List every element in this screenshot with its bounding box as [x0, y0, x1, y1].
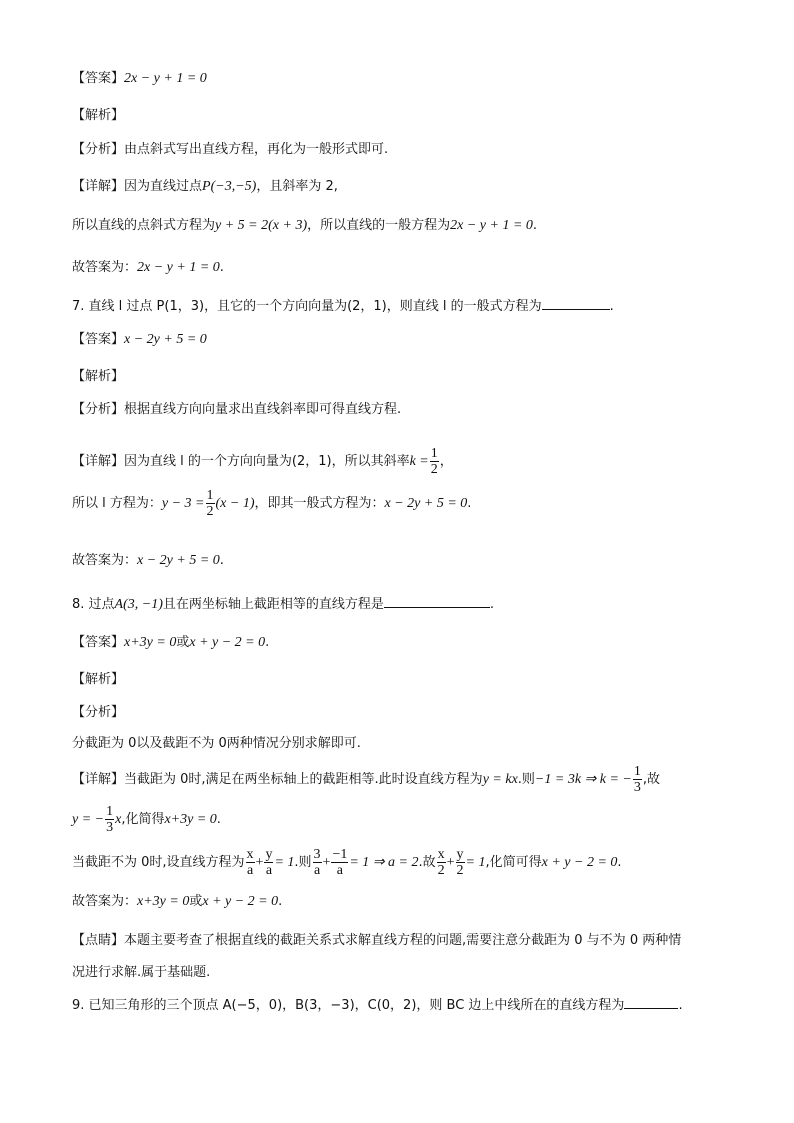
xiangjie-line-7 [72, 442, 453, 482]
answer-blank [542, 295, 610, 310]
numerator: 1 [430, 446, 438, 461]
dianjing-tag: 【点睛】 [72, 933, 125, 948]
simplified-eq: x+3y = 0 [164, 812, 217, 827]
answer-line-6 [72, 69, 207, 89]
point-a: A(3, −1) [114, 597, 163, 612]
xiangjie-line-6 [72, 177, 338, 197]
fenxi-line-6 [72, 140, 388, 160]
solution-text-3: .故 [418, 855, 436, 870]
or-word: 或 [176, 635, 190, 650]
dianjing-text: 本题主要考查了根据直线的截距关系式求解直线方程的问题,需要注意分截距为 0 与不为 0 两种情 [124, 933, 682, 948]
comma: ， [439, 454, 453, 469]
xiangjie-text: 因为直线 l 的一个方向向量为(2，1)，所以其斜率 [124, 454, 410, 469]
solution-text-4: ,化简可得 [485, 855, 542, 870]
final-answer-line-8 [72, 892, 282, 912]
answer-eq: x − 2y + 5 = 0 [124, 332, 207, 347]
denominator: 2 [456, 863, 464, 878]
final-answer-line-6 [72, 258, 224, 278]
answer-tag: 【答案】 [72, 332, 125, 347]
solution-line-8a [72, 800, 221, 840]
final-answer-eq: x − 2y + 5 = 0 [137, 553, 220, 568]
fraction-y-over-a [264, 847, 273, 878]
period: . [609, 299, 614, 314]
period: . [265, 635, 270, 650]
fraction-3-over-a [313, 847, 322, 878]
answer-line-8 [72, 633, 269, 653]
solution-text-2: ，即其一般式方程为： [254, 496, 385, 511]
numerator: 1 [633, 764, 641, 779]
xiangjie-text: 当截距为 0时,满足在两坐标轴上的截距相等.此时设直线方程为 [124, 772, 483, 787]
slope-k: k = [409, 454, 429, 469]
final-answer-label: 故答案为： [72, 894, 138, 909]
fenxi-tag: 【分析】 [72, 402, 125, 417]
period: . [216, 812, 221, 827]
final-answer-label: 故答案为： [72, 260, 138, 275]
fenxi-text: 由点斜式写出直线方程，再化为一般形式即可. [124, 142, 389, 157]
period: . [467, 496, 472, 511]
question-text: 8. 过点 [72, 597, 115, 612]
dianjing-line-1 [72, 931, 681, 951]
final-answer-eq-1: x+3y = 0 [137, 894, 190, 909]
xiangjie-tag: 【详解】 [72, 454, 125, 469]
fraction-one-third [633, 764, 642, 795]
final-answer-eq-2: x + y − 2 = 0 [202, 894, 279, 909]
fenxi-tag: 【分析】 [72, 705, 125, 720]
fenxi-line-7 [72, 400, 401, 420]
analysis-tag: 【解析】 [72, 369, 125, 384]
or-word: 或 [189, 894, 203, 909]
fraction-y-over-2 [456, 847, 465, 878]
general-eq: 2x − y + 1 = 0 [450, 218, 533, 233]
question-text: 7. 直线 l 过点 P(1，3)，且它的一个方向向量为(2，1)，则直线 l 的一般式方程为 [72, 299, 542, 314]
question-8 [72, 593, 494, 615]
period: . [278, 894, 283, 909]
equation-y-kx: y = kx [482, 772, 518, 787]
period: . [219, 553, 224, 568]
answer-line-7 [72, 330, 207, 350]
xiangjie-text-3: ,故 [642, 772, 661, 787]
solution-text: 当截距不为 0时,设直线方程为 [72, 855, 245, 870]
numerator: −1 [332, 847, 348, 862]
xiangjie-tag: 【详解】 [72, 772, 125, 787]
period: . [532, 218, 538, 233]
equation-k: −1 = 3k ⇒ k = − [534, 772, 632, 787]
general-eq: x − 2y + 5 = 0 [384, 496, 468, 511]
fraction-one-half [206, 488, 215, 519]
period: . [617, 855, 622, 870]
question-9 [72, 994, 683, 1016]
numerator: 1 [206, 488, 214, 503]
fenxi-tag: 【分析】 [72, 142, 125, 157]
numerator: y [265, 847, 273, 862]
fraction-one-half [430, 446, 439, 477]
answer-tag: 【答案】 [72, 635, 125, 650]
numerator: y [456, 847, 464, 862]
denominator: a [336, 863, 344, 878]
result-a-equals-2: = 1 ⇒ a = 2 [349, 855, 419, 870]
period: . [489, 597, 495, 612]
question-text: 9. 已知三角形的三个顶点 A(−5，0)，B(3，−3)，C(0，2)，则 BC 边上中线所在的直线方程为 [72, 998, 625, 1013]
equation-left: y = − [72, 812, 105, 827]
solution-line-7 [72, 484, 471, 524]
xiangjie-tag: 【详解】 [72, 179, 125, 194]
final-answer-label: 故答案为： [72, 553, 138, 568]
analysis-tag: 【解析】 [72, 108, 125, 123]
denominator: 3 [106, 820, 114, 835]
question-7 [72, 295, 614, 317]
denominator: 3 [633, 780, 641, 795]
xiangjie-text: 因为直线过点 [124, 179, 203, 194]
solution-text-2: .则 [294, 855, 312, 870]
period: . [678, 998, 683, 1013]
xiangjie-line-8 [72, 760, 660, 800]
period: . [219, 260, 224, 275]
denominator: 2 [437, 863, 445, 878]
denominator: a [246, 863, 254, 878]
equals-one: = 1 [274, 855, 295, 870]
equation-left: y − 3 = [161, 496, 205, 511]
point-p: P(−3,−5) [202, 179, 257, 194]
answer-eq: 2x − y + 1 = 0 [124, 71, 207, 86]
numerator: 3 [313, 847, 321, 862]
answer-blank [384, 593, 490, 608]
fenxi-text: 根据直线方向向量求出直线斜率即可得直线方程. [124, 402, 402, 417]
denominator: a [313, 863, 321, 878]
numerator: 1 [106, 804, 114, 819]
final-answer-eq: 2x − y + 1 = 0 [137, 260, 220, 275]
denominator: a [265, 863, 273, 878]
solution-line-6 [72, 216, 537, 236]
xiangjie-text-2: ，且斜率为 2, [256, 179, 338, 194]
solution-text: 所以直线的点斜式方程为 [72, 218, 216, 233]
answer-blank [624, 994, 678, 1009]
fenxi-text: 分截距为 0以及截距不为 0两种情况分别求解即可. [72, 736, 361, 751]
analysis-tag: 【解析】 [72, 672, 125, 687]
numerator: x [437, 847, 445, 862]
xiangjie-text-2: .则 [517, 772, 535, 787]
question-text-2: 且在两坐标轴上截距相等的直线方程是 [162, 597, 384, 612]
denominator: 2 [430, 462, 438, 477]
dianjing-line-2: 况进行求解.属于基础题. [72, 965, 211, 980]
fraction-one-third [105, 804, 114, 835]
numerator: x [246, 847, 254, 862]
equals-one: = 1 [465, 855, 486, 870]
variable-x: x [115, 812, 122, 827]
solution-text-2: ，所以直线的一般方程为 [307, 218, 451, 233]
simplified-eq: x + y − 2 = 0 [541, 855, 618, 870]
fraction-x-over-2 [437, 847, 446, 878]
equation-right: (x − 1) [215, 496, 255, 511]
point-slope-eq: y + 5 = 2(x + 3) [215, 218, 308, 233]
answer-tag: 【答案】 [72, 71, 125, 86]
fraction-neg1-over-a [331, 847, 348, 878]
solution-line-8b: 当截距不为 0时,设直线方程为 $\frac{x}{a}$ + $\frac{y}{a}$ = 1.则 $\frac{3}{a}$ + $\frac{-1}{a}$ = 1 ⇒ a = 2.故 $\frac{x}{2}$ + $\frac{y}{2}$ = 1,化简可得x + y − 2 = 0. [72, 847, 622, 878]
answer-eq-2: x + y − 2 = 0 [189, 635, 266, 650]
denominator: 2 [206, 504, 214, 519]
solution-text: 所以 l 方程为： [72, 496, 162, 511]
fraction-x-over-a [246, 847, 255, 878]
final-answer-line-7 [72, 551, 224, 571]
answer-eq-1: x+3y = 0 [124, 635, 177, 650]
solution-text: ,化简得 [121, 812, 165, 827]
